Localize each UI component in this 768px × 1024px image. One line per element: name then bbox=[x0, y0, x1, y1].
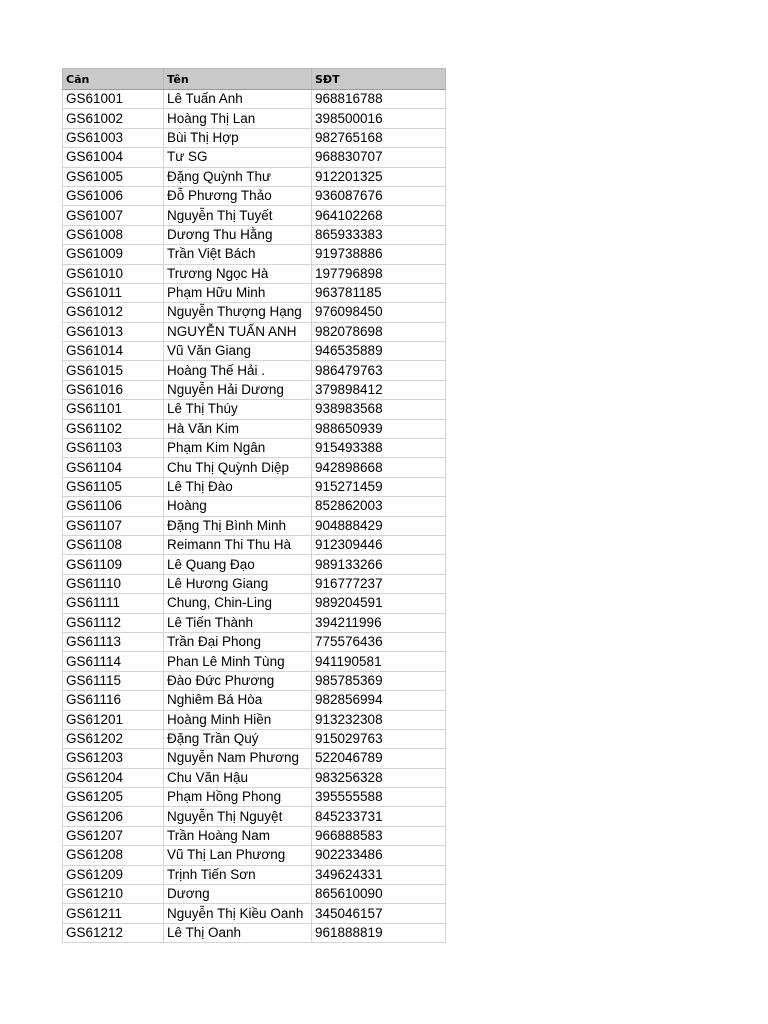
phone-cell: 915029763 bbox=[312, 729, 446, 748]
phone-cell: 904888429 bbox=[312, 516, 446, 535]
unit-code-cell: GS61016 bbox=[63, 380, 164, 399]
phone-cell: 941190581 bbox=[312, 652, 446, 671]
unit-code-cell: GS61110 bbox=[63, 574, 164, 593]
unit-code-cell: GS61206 bbox=[63, 807, 164, 826]
unit-code-cell: GS61209 bbox=[63, 865, 164, 884]
unit-code-cell: GS61205 bbox=[63, 788, 164, 807]
name-cell: Nguyễn Hải Dương bbox=[164, 380, 312, 399]
phone-cell: 345046157 bbox=[312, 904, 446, 923]
unit-code-cell: GS61005 bbox=[63, 167, 164, 186]
phone-cell: 966888583 bbox=[312, 826, 446, 845]
name-cell: Lê Tiến Thành bbox=[164, 613, 312, 632]
phone-cell: 913232308 bbox=[312, 710, 446, 729]
table-row bbox=[63, 497, 446, 516]
table-row bbox=[63, 846, 446, 865]
unit-code-cell: GS61101 bbox=[63, 400, 164, 419]
unit-code-cell: GS61104 bbox=[63, 458, 164, 477]
unit-code-cell: GS61111 bbox=[63, 594, 164, 613]
table-row bbox=[63, 245, 446, 264]
phone-cell: 915271459 bbox=[312, 477, 446, 496]
table-row bbox=[63, 342, 446, 361]
phone-cell: 942898668 bbox=[312, 458, 446, 477]
phone-cell: 976098450 bbox=[312, 303, 446, 322]
table-row bbox=[63, 361, 446, 380]
unit-code-cell: GS61002 bbox=[63, 109, 164, 128]
name-cell: Phạm Hồng Phong bbox=[164, 788, 312, 807]
phone-cell: 963781185 bbox=[312, 283, 446, 302]
unit-code-cell: GS61105 bbox=[63, 477, 164, 496]
unit-code-cell: GS61113 bbox=[63, 632, 164, 651]
table-row bbox=[63, 225, 446, 244]
table-row bbox=[63, 322, 446, 341]
name-cell: Trịnh Tiến Sơn bbox=[164, 865, 312, 884]
name-cell: Tư SG bbox=[164, 148, 312, 167]
unit-code-cell: GS61004 bbox=[63, 148, 164, 167]
name-cell: Hà Văn Kim bbox=[164, 419, 312, 438]
unit-code-cell: GS61007 bbox=[63, 206, 164, 225]
name-cell: Lê Hương Giang bbox=[164, 574, 312, 593]
table-row bbox=[63, 186, 446, 205]
name-cell: Nguyễn Thị Nguyệt bbox=[164, 807, 312, 826]
name-cell: Vũ Văn Giang bbox=[164, 342, 312, 361]
table-row bbox=[63, 109, 446, 128]
name-cell: Trương Ngọc Hà bbox=[164, 264, 312, 283]
phone-cell: 982856994 bbox=[312, 691, 446, 710]
table-row bbox=[63, 613, 446, 632]
table-row bbox=[63, 148, 446, 167]
table-row bbox=[63, 264, 446, 283]
phone-list-table bbox=[62, 68, 446, 943]
phone-cell: 989133266 bbox=[312, 555, 446, 574]
table-row bbox=[63, 671, 446, 690]
unit-code-cell: GS61212 bbox=[63, 923, 164, 942]
phone-cell: 961888819 bbox=[312, 923, 446, 942]
unit-code-cell: GS61210 bbox=[63, 885, 164, 904]
phone-cell: 983256328 bbox=[312, 768, 446, 787]
name-cell: Hoàng Minh Hiền bbox=[164, 710, 312, 729]
table-row bbox=[63, 691, 446, 710]
phone-cell: 349624331 bbox=[312, 865, 446, 884]
name-cell: Nguyễn Thượng Hạng bbox=[164, 303, 312, 322]
phone-cell: 964102268 bbox=[312, 206, 446, 225]
unit-code-cell: GS61114 bbox=[63, 652, 164, 671]
unit-code-cell: GS61014 bbox=[63, 342, 164, 361]
name-cell: Lê Thị Oanh bbox=[164, 923, 312, 942]
table-row bbox=[63, 303, 446, 322]
table-row bbox=[63, 865, 446, 884]
table-row bbox=[63, 458, 446, 477]
name-cell: Nguyễn Thị Tuyết bbox=[164, 206, 312, 225]
table-row bbox=[63, 904, 446, 923]
phone-cell: 379898412 bbox=[312, 380, 446, 399]
unit-code-cell: GS61108 bbox=[63, 535, 164, 554]
name-cell: Vũ Thị Lan Phương bbox=[164, 846, 312, 865]
table-row bbox=[63, 555, 446, 574]
unit-code-cell: GS61010 bbox=[63, 264, 164, 283]
table-row bbox=[63, 535, 446, 554]
table-row bbox=[63, 419, 446, 438]
name-cell: Hoàng Thế Hải . bbox=[164, 361, 312, 380]
column-header-ten: Tên bbox=[164, 69, 312, 90]
phone-cell: 916777237 bbox=[312, 574, 446, 593]
table-row bbox=[63, 729, 446, 748]
name-cell: Phạm Kim Ngân bbox=[164, 439, 312, 458]
name-cell: Lê Tuấn Anh bbox=[164, 90, 312, 109]
name-cell: Bùi Thị Hợp bbox=[164, 128, 312, 147]
phone-cell: 865610090 bbox=[312, 885, 446, 904]
phone-cell: 852862003 bbox=[312, 497, 446, 516]
phone-cell: 902233486 bbox=[312, 846, 446, 865]
name-cell: Nghiêm Bá Hòa bbox=[164, 691, 312, 710]
unit-code-cell: GS61013 bbox=[63, 322, 164, 341]
table-row bbox=[63, 768, 446, 787]
phone-cell: 968830707 bbox=[312, 148, 446, 167]
phone-cell: 398500016 bbox=[312, 109, 446, 128]
unit-code-cell: GS61009 bbox=[63, 245, 164, 264]
unit-code-cell: GS61106 bbox=[63, 497, 164, 516]
table-row bbox=[63, 788, 446, 807]
unit-code-cell: GS61011 bbox=[63, 283, 164, 302]
unit-code-cell: GS61102 bbox=[63, 419, 164, 438]
name-cell: Lê Thị Thúy bbox=[164, 400, 312, 419]
unit-code-cell: GS61112 bbox=[63, 613, 164, 632]
name-cell: Đặng Trần Quý bbox=[164, 729, 312, 748]
table-row bbox=[63, 477, 446, 496]
name-cell: Phạm Hữu Minh bbox=[164, 283, 312, 302]
phone-cell: 775576436 bbox=[312, 632, 446, 651]
unit-code-cell: GS61204 bbox=[63, 768, 164, 787]
header-row bbox=[63, 69, 446, 90]
table-row bbox=[63, 652, 446, 671]
column-header-can: Căn bbox=[63, 69, 164, 90]
unit-code-cell: GS61115 bbox=[63, 671, 164, 690]
table-row bbox=[63, 710, 446, 729]
name-cell: Hoàng Thị Lan bbox=[164, 109, 312, 128]
unit-code-cell: GS61107 bbox=[63, 516, 164, 535]
phone-cell: 394211996 bbox=[312, 613, 446, 632]
table-row bbox=[63, 516, 446, 535]
unit-code-cell: GS61116 bbox=[63, 691, 164, 710]
unit-code-cell: GS61207 bbox=[63, 826, 164, 845]
phone-cell: 989204591 bbox=[312, 594, 446, 613]
unit-code-cell: GS61012 bbox=[63, 303, 164, 322]
unit-code-cell: GS61015 bbox=[63, 361, 164, 380]
name-cell: Phan Lê Minh Tùng bbox=[164, 652, 312, 671]
phone-cell: 936087676 bbox=[312, 186, 446, 205]
table-body bbox=[63, 90, 446, 943]
phone-cell: 919738886 bbox=[312, 245, 446, 264]
table-row bbox=[63, 400, 446, 419]
column-header-sdt: SĐT bbox=[312, 69, 446, 90]
table-row bbox=[63, 885, 446, 904]
name-cell: Trần Hoàng Nam bbox=[164, 826, 312, 845]
phone-cell: 985785369 bbox=[312, 671, 446, 690]
name-cell: Dương bbox=[164, 885, 312, 904]
table-row bbox=[63, 807, 446, 826]
table-row bbox=[63, 594, 446, 613]
phone-cell: 915493388 bbox=[312, 439, 446, 458]
unit-code-cell: GS61211 bbox=[63, 904, 164, 923]
table-row bbox=[63, 923, 446, 942]
name-cell: Hoàng bbox=[164, 497, 312, 516]
phone-cell: 946535889 bbox=[312, 342, 446, 361]
phone-cell: 395555588 bbox=[312, 788, 446, 807]
unit-code-cell: GS61201 bbox=[63, 710, 164, 729]
name-cell: Reimann Thi Thu Hà bbox=[164, 535, 312, 554]
name-cell: Đỗ Phương Thảo bbox=[164, 186, 312, 205]
phone-cell: 912309446 bbox=[312, 535, 446, 554]
phone-cell: 845233731 bbox=[312, 807, 446, 826]
unit-code-cell: GS61006 bbox=[63, 186, 164, 205]
name-cell: Đặng Quỳnh Thư bbox=[164, 167, 312, 186]
name-cell: Nguyễn Thị Kiều Oanh bbox=[164, 904, 312, 923]
table-row bbox=[63, 380, 446, 399]
unit-code-cell: GS61203 bbox=[63, 749, 164, 768]
name-cell: Đặng Thị Bình Minh bbox=[164, 516, 312, 535]
table-row bbox=[63, 439, 446, 458]
name-cell: Dương Thu Hằng bbox=[164, 225, 312, 244]
phone-cell: 865933383 bbox=[312, 225, 446, 244]
table-row bbox=[63, 167, 446, 186]
name-cell: Lê Thị Đào bbox=[164, 477, 312, 496]
name-cell: Lê Quang Đạo bbox=[164, 555, 312, 574]
phone-cell: 912201325 bbox=[312, 167, 446, 186]
phone-cell: 982765168 bbox=[312, 128, 446, 147]
table-row bbox=[63, 749, 446, 768]
phone-cell: 982078698 bbox=[312, 322, 446, 341]
unit-code-cell: GS61001 bbox=[63, 90, 164, 109]
unit-code-cell: GS61008 bbox=[63, 225, 164, 244]
name-cell: Trần Đại Phong bbox=[164, 632, 312, 651]
table-row bbox=[63, 826, 446, 845]
name-cell: NGUYỄN TUẤN ANH bbox=[164, 322, 312, 341]
phone-cell: 938983568 bbox=[312, 400, 446, 419]
name-cell: Chu Thị Quỳnh Diệp bbox=[164, 458, 312, 477]
phone-cell: 986479763 bbox=[312, 361, 446, 380]
phone-cell: 988650939 bbox=[312, 419, 446, 438]
table-row bbox=[63, 128, 446, 147]
table-row bbox=[63, 206, 446, 225]
table-row bbox=[63, 283, 446, 302]
table-row bbox=[63, 574, 446, 593]
name-cell: Đào Đức Phương bbox=[164, 671, 312, 690]
phone-cell: 522046789 bbox=[312, 749, 446, 768]
name-cell: Nguyễn Nam Phương bbox=[164, 749, 312, 768]
unit-code-cell: GS61003 bbox=[63, 128, 164, 147]
unit-code-cell: GS61103 bbox=[63, 439, 164, 458]
unit-code-cell: GS61202 bbox=[63, 729, 164, 748]
name-cell: Chu Văn Hậu bbox=[164, 768, 312, 787]
name-cell: Chung, Chin-Ling bbox=[164, 594, 312, 613]
unit-code-cell: GS61109 bbox=[63, 555, 164, 574]
unit-code-cell: GS61208 bbox=[63, 846, 164, 865]
name-cell: Trần Việt Bách bbox=[164, 245, 312, 264]
table-row bbox=[63, 90, 446, 109]
table-row bbox=[63, 632, 446, 651]
phone-cell: 968816788 bbox=[312, 90, 446, 109]
phone-cell: 197796898 bbox=[312, 264, 446, 283]
